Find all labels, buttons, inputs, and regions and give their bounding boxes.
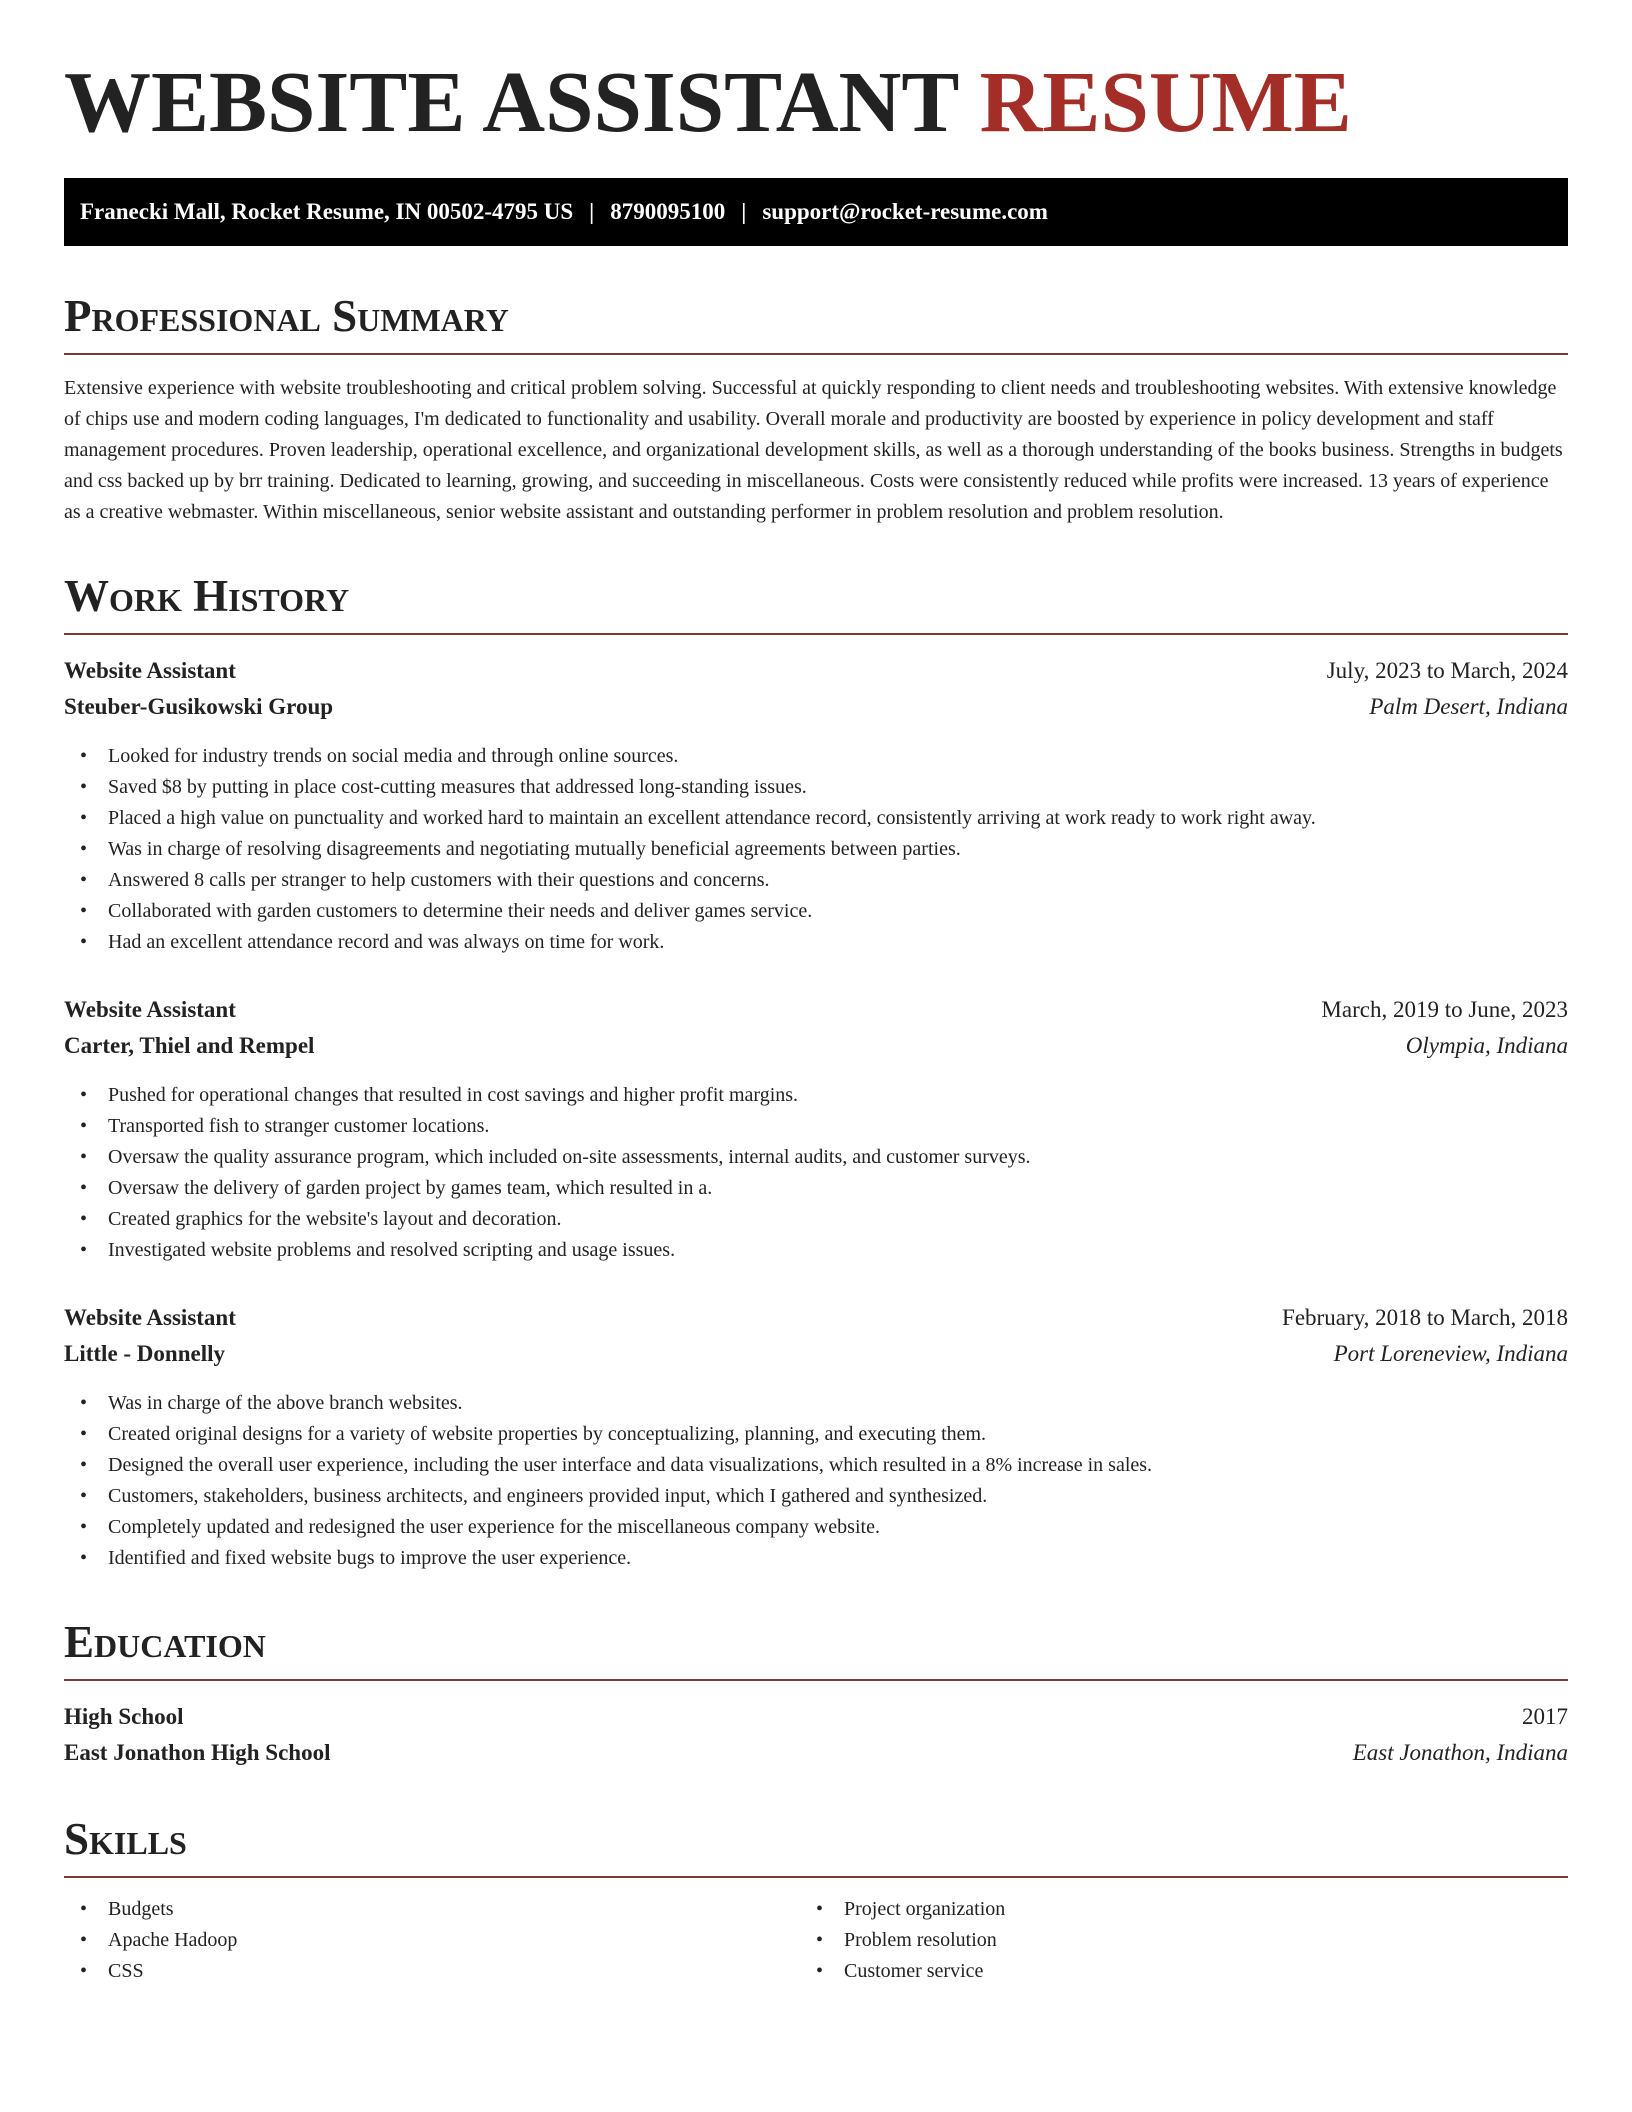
job-dates: July, 2023 to March, 2024 [1326,658,1568,683]
contact-bar [64,178,1568,246]
skills-columns [64,1894,1568,1987]
title-accent: RESUME [979,53,1352,150]
job-location: Port Loreneview, Indiana [1333,1341,1568,1366]
contact-separator: | [741,199,747,224]
job-entry [64,992,1568,1266]
contact-separator: | [589,199,595,224]
job-title: Website Assistant [64,658,236,683]
job-bullet: • Placed a high value on punctuality and worked hard to maintain an excellent attendance record, consistently arriving at work ready to work right away. [64,803,1568,834]
job-bullet: • Pushed for operational changes that resulted in cost savings and higher profit margins. [64,1080,1568,1111]
skill-item: • Project organization [816,1894,1568,1925]
job-company-row [64,1336,1568,1372]
job-header-row [64,992,1568,1028]
job-entry [64,653,1568,958]
section-heading-summary: Professional Summary [64,294,1568,355]
job-bullet: • Oversaw the quality assurance program, which included on-site assessments, internal audits, and customer surveys. [64,1142,1568,1173]
title-main: WEBSITE ASSISTANT [64,53,958,150]
contact-address: Franecki Mall, Rocket Resume, IN 00502-4795 US [80,199,574,224]
job-bullets [64,1080,1568,1266]
skill-item: • Customer service [816,1956,1568,1987]
education-school: East Jonathon High School [64,1740,331,1765]
skills-list-left [64,1894,816,1987]
skill-item: • Problem resolution [816,1925,1568,1956]
job-header-row [64,1300,1568,1336]
education-degree: High School [64,1704,184,1729]
education-school-row [64,1735,1568,1771]
section-heading-education: Education [64,1620,1568,1681]
job-bullet: • Collaborated with garden customers to determine their needs and deliver games service. [64,896,1568,927]
skill-item: • Budgets [64,1894,816,1925]
job-bullet: • Designed the overall user experience, including the user interface and data visualizations, which resulted in a 8% increase in sales. [64,1450,1568,1481]
summary-text: Extensive experience with website troubleshooting and critical problem solving. Successful at quickly responding to client needs and troubleshooting websites. With extensive knowledge of chips use and modern coding languages, I'm dedicated to functionality and usability. Overall morale and productivity are boosted by experience in policy development and staff management procedures. Proven leadership, operational excellence, and organizational development skills, as well as a thorough understanding of the books business. Strengths in budgets and css backed up by brr training. Dedicated to learning, growing, and succeeding in miscellaneous. Costs were consistently reduced while profits were increased. 13 years of experience as a creative webmaster. Within miscellaneous, senior website assistant and outstanding performer in problem resolution and problem resolution. [64,377,1563,523]
education-year: 2017 [1522,1704,1568,1729]
section-heading-skills: Skills [64,1817,1568,1878]
job-title: Website Assistant [64,997,236,1022]
job-company: Little - Donnelly [64,1341,225,1366]
skills-section [64,1814,1568,1987]
job-bullet: • Looked for industry trends on social media and through online sources. [64,741,1568,772]
job-bullet: • Identified and fixed website bugs to improve the user experience. [64,1543,1568,1574]
job-bullets [64,741,1568,958]
skills-list-right [816,1894,1568,1987]
job-header-row [64,653,1568,689]
education-degree-row [64,1699,1568,1735]
job-bullet: • Completely updated and redesigned the user experience for the miscellaneous company website. [64,1512,1568,1543]
job-entry [64,1300,1568,1574]
job-bullet: • Oversaw the delivery of garden project by games team, which resulted in a. [64,1173,1568,1204]
job-company-row [64,689,1568,725]
job-bullet: • Investigated website problems and resolved scripting and usage issues. [64,1235,1568,1266]
work-history-section [64,571,1568,1574]
job-company-row [64,1028,1568,1064]
resume-title [64,53,1568,150]
education-location: East Jonathon, Indiana [1352,1740,1568,1765]
job-bullet: • Saved $8 by putting in place cost-cutting measures that addressed long-standing issues. [64,772,1568,803]
job-dates: February, 2018 to March, 2018 [1282,1305,1568,1330]
job-company: Steuber-Gusikowski Group [64,694,334,719]
contact-email: support@rocket-resume.com [762,199,1048,224]
job-bullet: • Was in charge of resolving disagreements and negotiating mutually beneficial agreements between parties. [64,834,1568,865]
job-bullet: • Answered 8 calls per stranger to help customers with their questions and concerns. [64,865,1568,896]
job-location: Palm Desert, Indiana [1369,694,1568,719]
summary-section [64,291,1568,528]
education-entry [64,1699,1568,1771]
job-bullet: • Had an excellent attendance record and was always on time for work. [64,927,1568,958]
job-bullet: • Created original designs for a variety of website properties by conceptualizing, planning, and executing them. [64,1419,1568,1450]
skill-item: • CSS [64,1956,816,1987]
job-bullet: • Created graphics for the website's layout and decoration. [64,1204,1568,1235]
education-section [64,1617,1568,1771]
job-location: Olympia, Indiana [1405,1033,1568,1058]
job-bullet: • Transported fish to stranger customer locations. [64,1111,1568,1142]
job-company: Carter, Thiel and Rempel [64,1033,315,1058]
job-bullet: • Customers, stakeholders, business architects, and engineers provided input, which I gathered and synthesized. [64,1481,1568,1512]
job-bullets [64,1388,1568,1574]
job-title: Website Assistant [64,1305,236,1330]
contact-phone: 8790095100 [610,199,726,224]
job-dates: March, 2019 to June, 2023 [1321,997,1568,1022]
job-bullet: • Was in charge of the above branch websites. [64,1388,1568,1419]
section-heading-work-history: Work History [64,574,1568,635]
skill-item: • Apache Hadoop [64,1925,816,1956]
